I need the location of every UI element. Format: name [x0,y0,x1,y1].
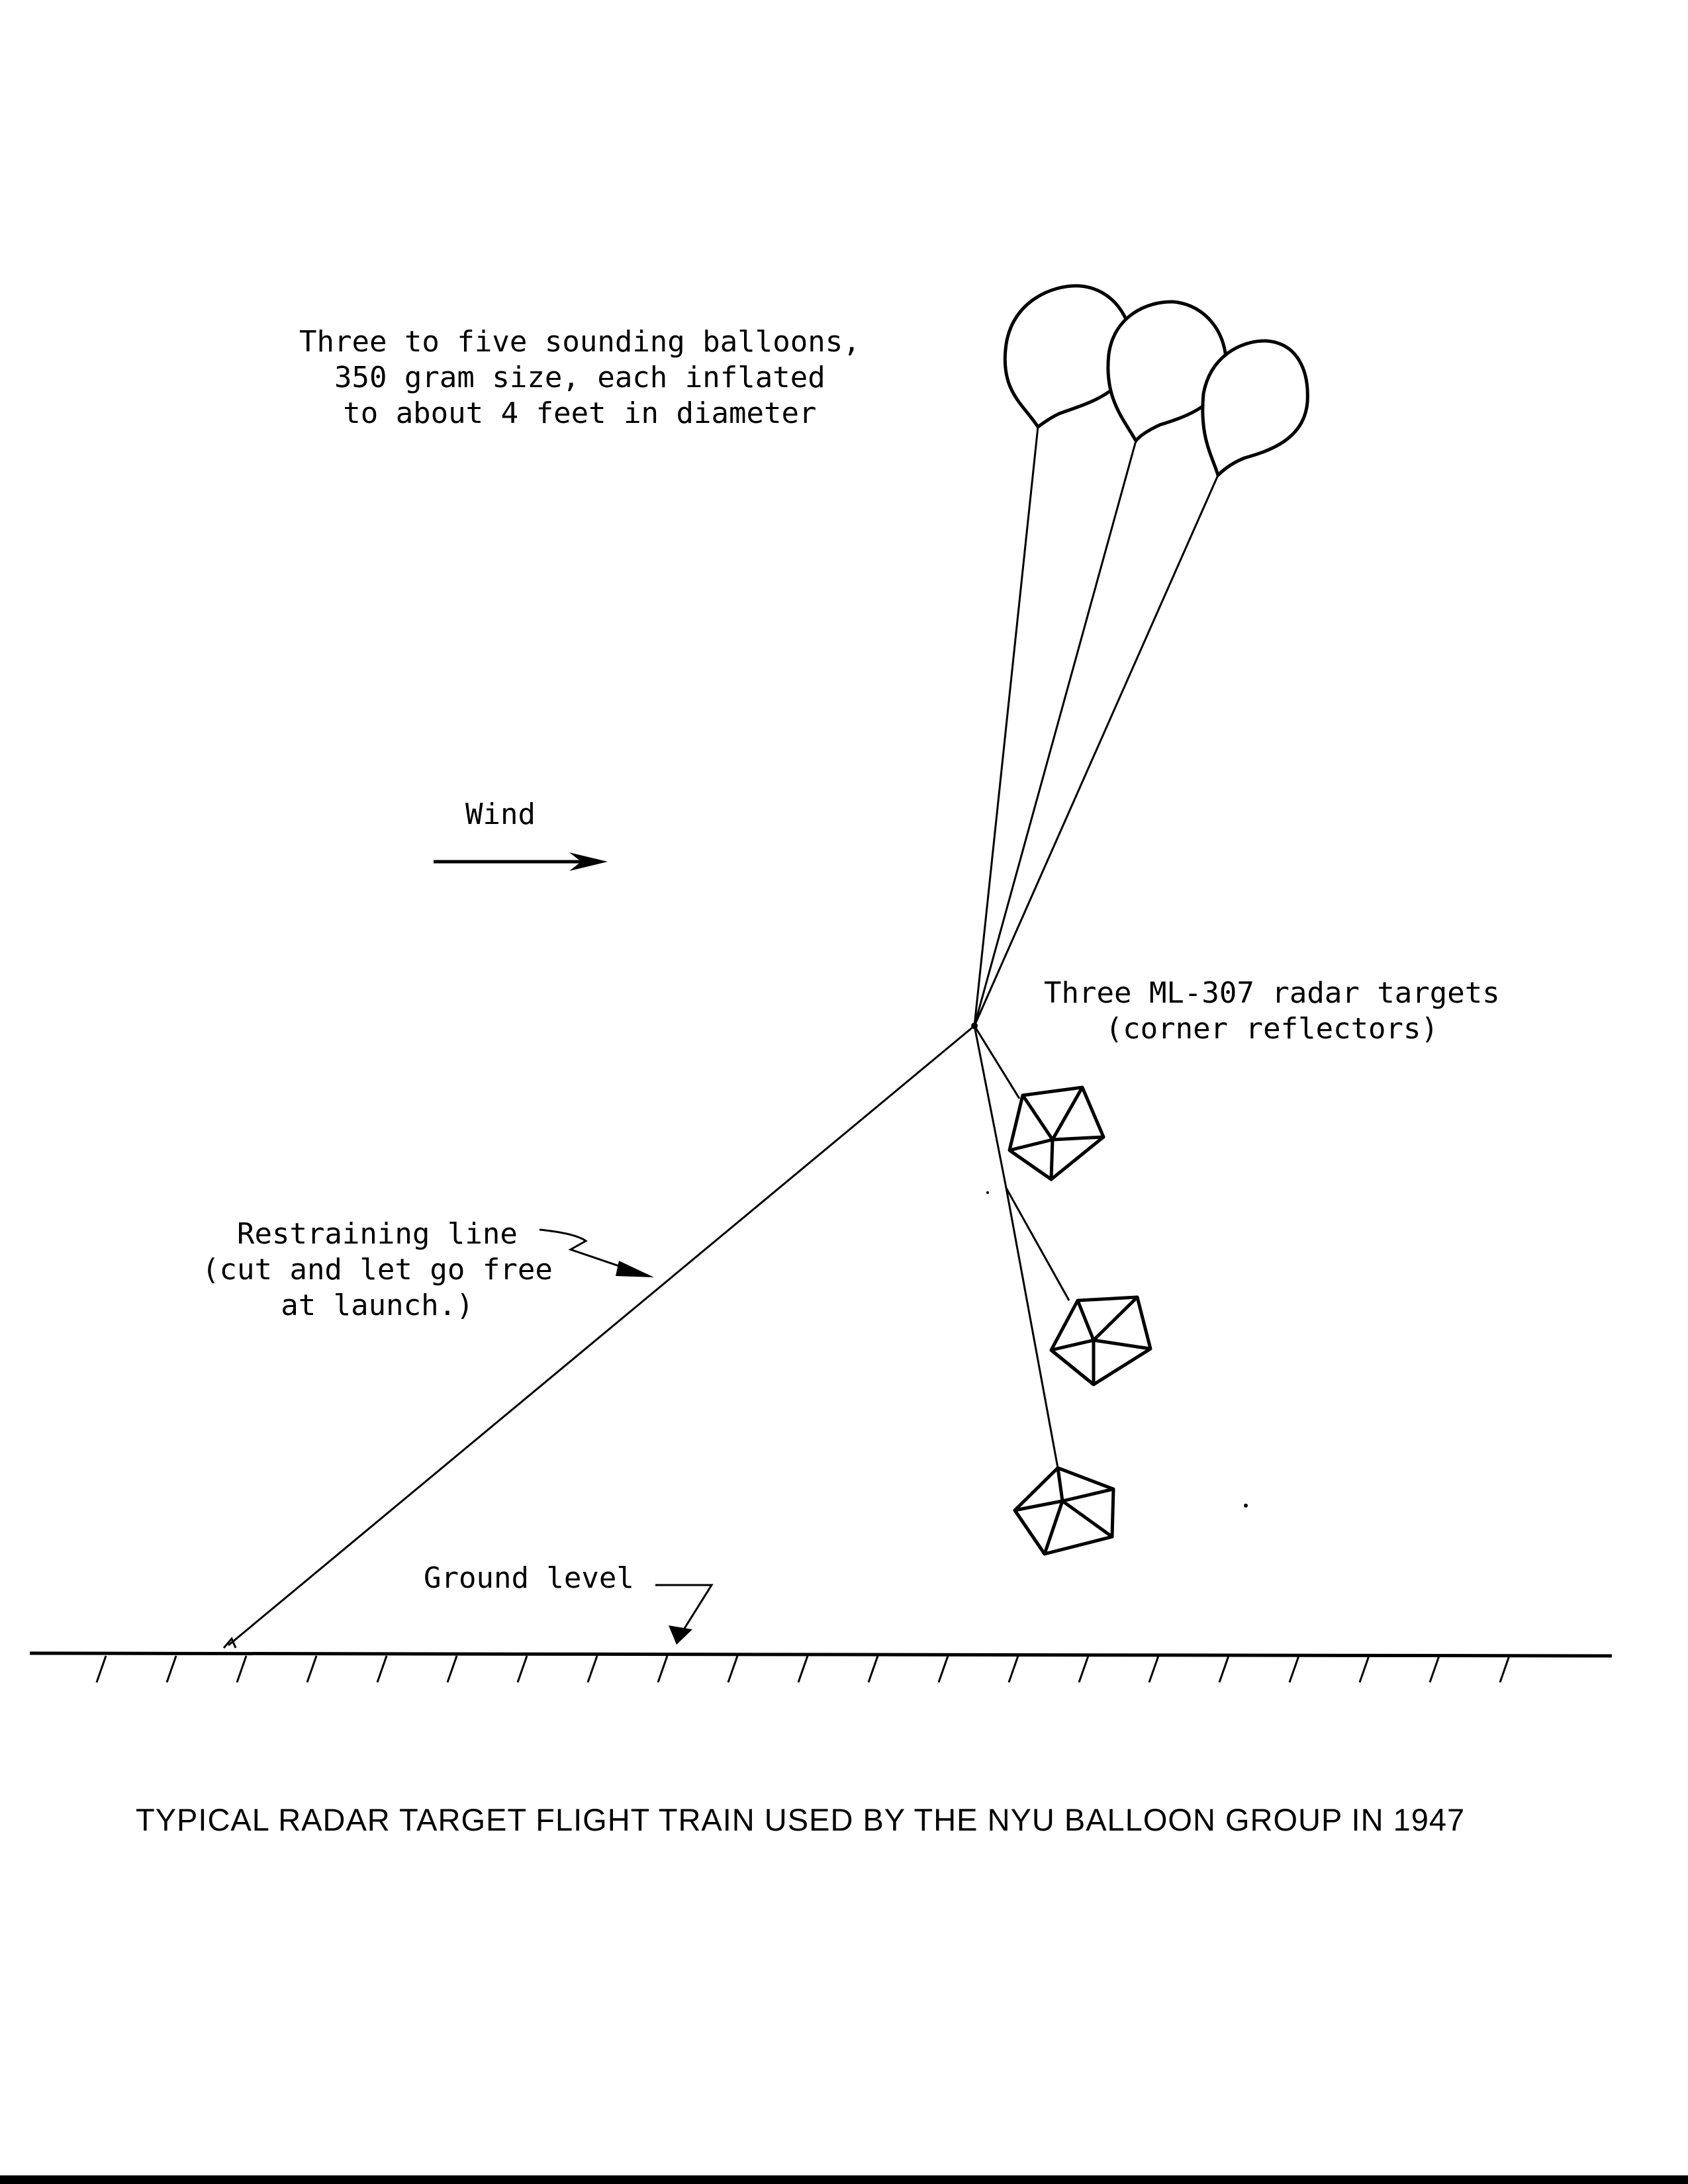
ground-hatch [447,1656,457,1682]
balloons-label: Three to five sounding balloons, 350 gram size, each inflated to about 4 feet in diameter [299,325,861,430]
ground-hatch [658,1656,667,1682]
ground-hatch [237,1656,246,1682]
restraining-line-pointer [539,1230,654,1277]
balloons [1005,286,1307,475]
ground-hatch [728,1656,737,1682]
radar-targets-label: Three ML-307 radar targets (corner reflectors) [1044,976,1500,1046]
restraining-line-label: Restraining line (cut and let go free at launch.) [202,1217,553,1322]
wind-label: Wind [465,797,536,831]
ground-hatch [798,1656,808,1682]
ground-hatch [1009,1656,1018,1682]
ground-hatch [939,1656,948,1682]
tether-2 [974,441,1136,1026]
tether-3 [974,475,1218,1026]
ground-hatch [518,1656,527,1682]
string-to-reflector-3 [1006,1188,1058,1468]
ground-hatch [97,1656,106,1682]
page-edge-bar [0,2175,1688,2184]
ground-hatch [1149,1656,1158,1682]
ground-hatch [1430,1656,1439,1682]
ground-level-label: Ground level [424,1561,634,1595]
ground-level-pointer [655,1585,712,1645]
ground [30,1653,1612,1682]
ground-hatching [97,1656,1509,1682]
speck [1244,1504,1248,1508]
ground-hatch [1219,1656,1229,1682]
ground-hatch [377,1656,387,1682]
ground-hatch [307,1656,316,1682]
ground-line [30,1653,1612,1656]
ground-hatch [1289,1656,1299,1682]
wind-arrow [434,852,608,871]
ground-hatch [588,1656,597,1682]
ground-hatch [1079,1656,1088,1682]
radar-reflector-1 [1009,1087,1103,1179]
tether-1 [974,427,1038,1026]
radar-reflector-2 [1051,1297,1150,1385]
tethers [974,427,1218,1026]
restraining-line [228,1026,974,1645]
ground-hatch [167,1656,176,1682]
ground-hatch [1500,1656,1509,1682]
speck [986,1191,989,1194]
balloon-3 [1203,341,1308,475]
ground-hatch [1360,1656,1369,1682]
radar-reflector-3 [1015,1468,1113,1554]
figure-caption: TYPICAL RADAR TARGET FLIGHT TRAIN USED BY THE NYU BALLOON GROUP IN 1947 [136,1802,1466,1837]
ground-hatch [868,1656,878,1682]
